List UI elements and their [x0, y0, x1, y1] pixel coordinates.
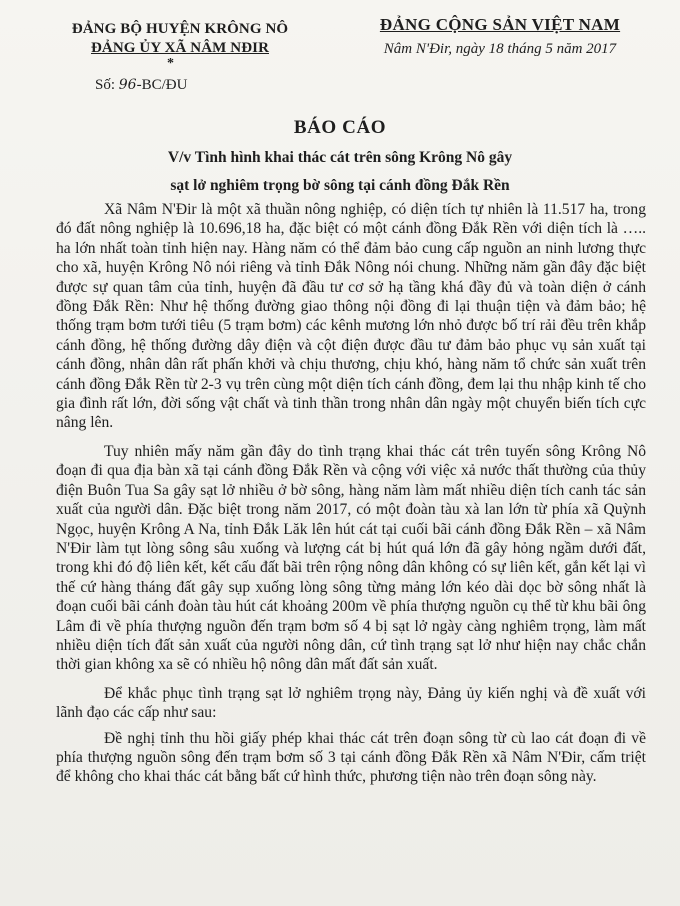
subject-line-1: V/v Tình hình khai thác cát trên sông Krông Nô gây: [167, 149, 513, 166]
commune-committee: ĐẢNG ỦY XÃ NÂM NĐIR: [91, 40, 269, 56]
paragraph-problem: Tuy nhiên mấy năm gần đây do tình trạng khai thác cát trên tuyến sông Krông Nô đoạn đi qua địa bàn xã tại cánh đồng Đắk Rền và cộng với việc xả nước thất thường của thủy điện Buôn Tua Sa gây sạt lở nhiều ở bờ sông, hàng năm làm mất nhiều diện tích canh tác sản xuất của người dân. Đặc biệt trong năm 2017, có một đoàn tàu xà lan lớn từ phía xã Quỳnh Ngọc, huyện Krông A Na, tỉnh Đắk Lăk lên hút cát tại cuối bãi cánh đồng Đắk Rền – xã Nâm N'Đir làm tụt lòng sông sâu xuống và lượng cát bị hút quá lớn đã gây hỏng ngầm dưới đất, trong khi đó độ liên kết, kết cấu đất bãi trên rộng nông dân không có sự liên kết, gắn kết lại vì thế cứ hàng tháng đất gây sụp xuống lòng sông từng mảng lớn kéo dài dọc bờ sông nhất là đoạn cuối bãi cánh đoàn tàu hút cát khoảng 200m về phía thượng nguồn cụ thể từ khu bãi ông Lâm đi về phía thượng nguồn đến trạm bơm số 4 bị sạt lở ngày càng nghiêm trọng, làm mất nhiều diện tích đất sản xuất của người nông dân, cứ tình trạng sạt lở như hiện nay chắc chắn thời gian không xa sẽ có nhiều hộ nông dân mất đất sản xuất.: [56, 442, 646, 674]
report-title: BÁO CÁO: [293, 117, 387, 138]
document-number-value: 96: [118, 77, 137, 93]
party-name: ĐẢNG CỘNG SẢN VIỆT NAM: [379, 15, 621, 34]
report-body: [56, 200, 646, 796]
paragraph-recommendation: Đề nghị tỉnh thu hồi giấy phép khai thác cát trên đoạn sông từ cù lao cát đoạn đi về phía thượng nguồn sông đến trạm bơm số 3 tại cánh đồng Đắk Rền xã Nâm N'Đir, cấm triệt để không cho khai thác cát bằng bất cứ hình thức, phương tiện nào trên đoạn sông này.: [56, 729, 646, 786]
nation-header: [350, 14, 650, 59]
party-committee: ĐẢNG BỘ HUYỆN KRÔNG NÔ: [71, 21, 289, 37]
paragraph-recommendation-intro: Để khắc phục tình trạng sạt lở nghiêm trọng này, Đảng ủy kiến nghị và đề xuất với lãnh đạo các cấp như sau:: [56, 684, 646, 722]
issuing-body: [60, 20, 300, 58]
place-date: Nâm N'Đir, ngày 18 tháng 5 năm 2017: [383, 41, 617, 57]
subject-line-2: sạt lở nghiêm trọng bờ sông tại cánh đồng Đắk Rền: [170, 177, 510, 194]
document-number-suffix: -BC/ĐU: [136, 77, 188, 93]
star-mark: *: [167, 56, 174, 71]
document-number: [95, 77, 187, 94]
paragraph-background: Xã Nâm N'Đir là một xã thuần nông nghiệp, có diện tích tự nhiên là 11.517 ha, trong đó đất nông nghiệp là 10.696,18 ha, đặc biệt có một cánh đồng Đắk Rền với diện tích là ….. ha lớn nhất toàn tỉnh hiện nay. Hàng năm có thể đảm bảo cung cấp nguồn an ninh lương thực cho xã, huyện Krông Nô nói riêng và tỉnh Đắk Nông nói chung. Những năm gần đây đặc biệt được sự quan tâm của tỉnh, huyện đã đầu tư cơ sở hạ tầng khá đầy đủ và toàn diện ở cánh đồng Đắk Rền: Như hệ thống đường giao thông nội đồng đi lại thuận tiện và đảm bảo; hệ thống trạm bơm tưới tiêu (5 trạm bơm) các kênh mương lớn nhỏ được bố trí rải đều trên khắp cánh đồng, hệ thống đường dây điện và cột điện được đầu tư đảm bảo phục vụ sản xuất tại cánh đồng, nhân dân rất phấn khởi và chịu thương, chịu khó, hàng năm tổ chức sản xuất trên cánh đồng Đắk Rền từ 2-3 vụ trên cùng một diện tích cánh đồng, đem lại thu nhập kinh tế cho gia đình rất lớn, đời sống vật chất và tinh thần trong nhân dân ngày một chuyển biến tích cực nâng lên.: [56, 201, 646, 432]
report-subject: [0, 144, 680, 200]
document-number-prefix: Số:: [95, 77, 116, 93]
